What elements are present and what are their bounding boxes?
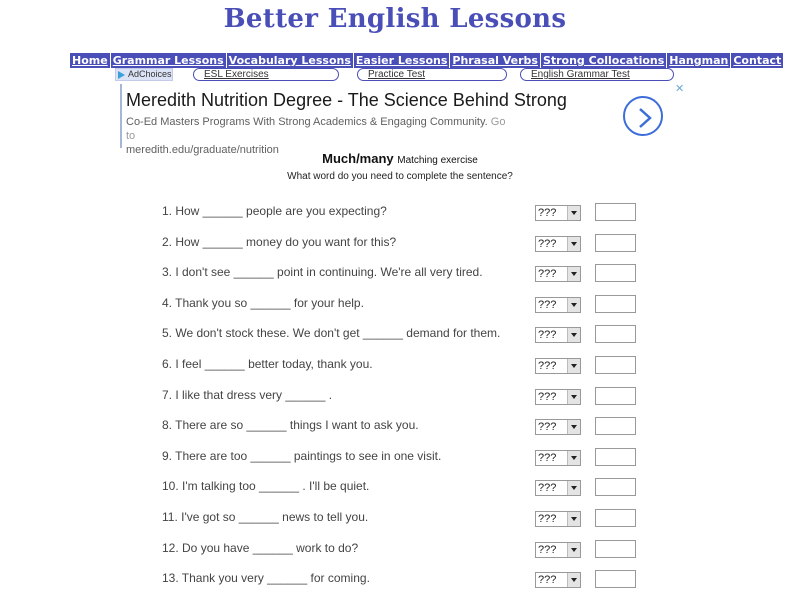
answer-dropdown[interactable] [535, 205, 581, 221]
dropdown-arrow-icon[interactable] [567, 390, 580, 404]
ad-link-esl-exercises[interactable]: ESL Exercises [193, 68, 339, 81]
question-row [0, 411, 800, 442]
dropdown-arrow-icon[interactable] [567, 267, 580, 281]
answer-dropdown[interactable] [535, 236, 581, 252]
dropdown-value: ??? [538, 359, 557, 372]
ad-goto: Go to [126, 116, 506, 142]
chevron-right-icon [636, 107, 654, 129]
dropdown-value: ??? [538, 329, 557, 342]
answer-result-box [595, 203, 636, 221]
dropdown-value: ??? [538, 298, 557, 311]
dropdown-arrow-icon[interactable] [567, 359, 580, 373]
dropdown-arrow-icon[interactable] [567, 328, 580, 342]
question-row [0, 228, 800, 259]
question-text: 12. Do you have ______ work to do? [162, 540, 359, 555]
nav-easier-lessons[interactable]: Easier Lessons [354, 53, 450, 68]
answer-dropdown[interactable] [535, 389, 581, 405]
nav-grammar-lessons[interactable]: Grammar Lessons [111, 53, 227, 68]
answer-dropdown[interactable] [535, 266, 581, 282]
dropdown-value: ??? [538, 451, 557, 464]
ad-headline[interactable]: Meredith Nutrition Degree - The Science Behind Strong [126, 90, 567, 110]
question-row [0, 442, 800, 473]
answer-dropdown[interactable] [535, 450, 581, 466]
answer-dropdown[interactable] [535, 511, 581, 527]
answer-result-box [595, 264, 636, 282]
dropdown-value: ??? [538, 268, 557, 281]
question-text: 4. Thank you so ______ for your help. [162, 295, 364, 310]
dropdown-value: ??? [538, 237, 557, 250]
exercise-title [0, 151, 800, 166]
dropdown-arrow-icon[interactable] [567, 481, 580, 495]
answer-dropdown[interactable] [535, 327, 581, 343]
exercise-instruction: What word do you need to complete the sentence? [287, 171, 513, 182]
dropdown-arrow-icon[interactable] [567, 206, 580, 220]
question-row [0, 319, 800, 350]
dropdown-value: ??? [538, 574, 557, 587]
answer-dropdown[interactable] [535, 297, 581, 313]
ad-divider [120, 84, 122, 148]
adchoices-badge[interactable] [115, 68, 173, 81]
question-list [0, 197, 800, 595]
question-text: 10. I'm talking too ______ . I'll be quiet. [162, 479, 370, 494]
dropdown-arrow-icon[interactable] [567, 573, 580, 587]
question-row [0, 197, 800, 228]
question-text: 3. I don't see ______ point in continuing. We're all very tired. [162, 265, 483, 280]
question-text: 11. I've got so ______ news to tell you. [162, 509, 369, 524]
question-text: 8. There are so ______ things I want to ask you. [162, 418, 419, 433]
answer-result-box [595, 478, 636, 496]
adchoices-label: AdChoices [128, 69, 172, 79]
nav-home[interactable]: Home [70, 53, 111, 68]
question-text: 2. How ______ money do you want for this? [162, 234, 397, 249]
answer-dropdown[interactable] [535, 572, 581, 588]
dropdown-value: ??? [538, 482, 557, 495]
question-text: 13. Thank you very ______ for coming. [162, 571, 370, 586]
adchoices-icon [118, 71, 125, 79]
nav-contact[interactable]: Contact [733, 54, 782, 67]
ad-close-icon[interactable]: ✕ [675, 83, 685, 95]
question-row [0, 534, 800, 565]
main-nav [70, 53, 783, 68]
answer-result-box [595, 234, 636, 252]
nav-vocabulary-lessons[interactable]: Vocabulary Lessons [227, 53, 354, 68]
ad-link-english-grammar-test[interactable]: English Grammar Test [520, 68, 674, 81]
nav-phrasal-verbs[interactable]: Phrasal Verbs [450, 53, 541, 68]
exercise-title-main: Much/many [322, 151, 394, 166]
ad-link-practice-test[interactable]: Practice Test [357, 68, 507, 81]
answer-dropdown[interactable] [535, 419, 581, 435]
question-row [0, 381, 800, 412]
answer-result-box [595, 417, 636, 435]
question-text: 7. I like that dress very ______ . [162, 387, 333, 402]
ad-banner[interactable] [120, 83, 690, 156]
question-text: 6. I feel ______ better today, thank you. [162, 356, 373, 371]
answer-result-box [595, 448, 636, 466]
question-row [0, 289, 800, 320]
site-title: Better English Lessons [223, 4, 567, 34]
question-text: 5. We don't stock these. We don't get ______ demand for them. [162, 326, 501, 341]
dropdown-value: ??? [538, 207, 557, 219]
question-text: 1. How ______ people are you expecting? [162, 204, 387, 218]
answer-dropdown[interactable] [535, 480, 581, 496]
dropdown-arrow-icon[interactable] [567, 543, 580, 557]
ad-arrow-button[interactable] [623, 96, 663, 136]
question-row [0, 503, 800, 534]
ad-description-text: Co-Ed Masters Programs With Strong Academics & Engaging Community. [126, 116, 488, 128]
answer-dropdown[interactable] [535, 358, 581, 374]
answer-result-box [595, 387, 636, 405]
dropdown-arrow-icon[interactable] [567, 237, 580, 251]
answer-dropdown[interactable] [535, 542, 581, 558]
dropdown-value: ??? [538, 512, 557, 525]
nav-hangman[interactable]: Hangman [667, 53, 731, 68]
dropdown-arrow-icon[interactable] [567, 298, 580, 312]
answer-result-box [595, 325, 636, 343]
dropdown-value: ??? [538, 390, 557, 403]
exercise-title-sub: Matching exercise [397, 155, 478, 166]
question-row [0, 564, 800, 595]
answer-result-box [595, 356, 636, 374]
dropdown-arrow-icon[interactable] [567, 451, 580, 465]
answer-result-box [595, 570, 636, 588]
dropdown-arrow-icon[interactable] [567, 420, 580, 434]
answer-result-box [595, 509, 636, 527]
nav-strong-collocations[interactable]: Strong Collocations [541, 53, 667, 68]
question-row [0, 472, 800, 503]
ad-url[interactable]: meredith.edu/graduate/nutrition [126, 144, 279, 156]
question-text: 9. There are too ______ paintings to see in one visit. [162, 448, 442, 463]
answer-result-box [595, 295, 636, 313]
dropdown-value: ??? [538, 421, 557, 434]
question-row [0, 350, 800, 381]
dropdown-value: ??? [538, 543, 557, 556]
dropdown-arrow-icon[interactable] [567, 512, 580, 526]
answer-result-box [595, 540, 636, 558]
question-row [0, 258, 800, 289]
